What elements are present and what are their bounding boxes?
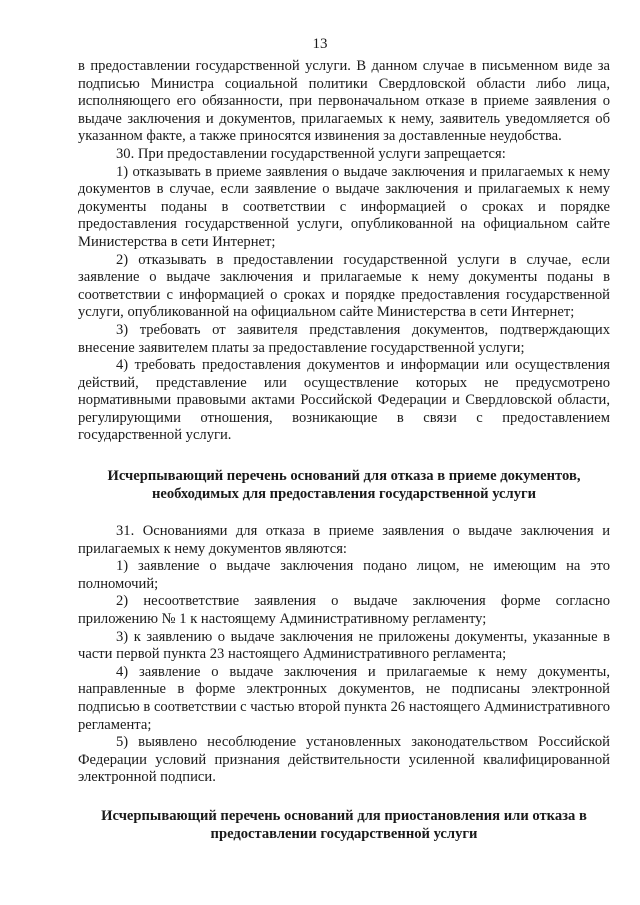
paragraph-31-2: 2) несоответствие заявления о выдаче заключения форме согласно приложению № 1 к настоящему Административному регламенту; xyxy=(78,593,610,628)
paragraph-30-3: 3) требовать от заявителя представления документов, подтверждающих внесение заявителем платы за предоставление государственной услуги; xyxy=(78,321,610,356)
section-heading-refusal-documents: Исчерпывающий перечень оснований для отказа в приеме документов, необходимых для предоставления государственной услуги xyxy=(107,468,581,503)
paragraph-30-2: 2) отказывать в предоставлении государственной услуги в случае, если заявление о выдаче заключения и прилагаемые к нему документы поданы в соответствии с информацией о сроках и порядке предоставления государственной услуги, опубликованной на официальном сайте Министерства в сети Интернет; xyxy=(78,251,610,321)
page-number: 13 xyxy=(312,36,328,52)
paragraph-30-4: 4) требовать предоставления документов и информации или осуществления действий, представление или осуществление которых не предусмотрено нормативными правовыми актами Российской Федерации и Свердловской области, регулирующими отношения, возникающие в связи с предоставлением государственной услуги. xyxy=(78,357,610,444)
paragraph-31-1: 1) заявление о выдаче заключения подано лицом, не имеющим на это полномочий; xyxy=(78,558,610,592)
paragraph-continuation: в предоставлении государственной услуги. В данном случае в письменном виде за подписью Министра социальной политики Свердловской области либо лица, исполняющего его обязанности, при первоначальном отказе в приеме заявления о выдаче заключения и документов, прилагаемых к нему, заявитель уведомляется об указанном факте, а также приносятся извинения за доставленные неудобства. xyxy=(78,58,610,145)
page-content xyxy=(78,58,610,843)
paragraph-30-1: 1) отказывать в приеме заявления о выдаче заключения и прилагаемых к нему документов в случае, если заявление о выдаче заключения и прилагаемых к нему документы поданы в соответствии с информацией о сроках и порядке предоставления государственной услуги, опубликованной на официальном сайте Министерства в сети Интернет; xyxy=(78,163,610,250)
paragraph-item-30: 30. При предоставлении государственной услуги запрещается: xyxy=(116,145,506,162)
section-heading-suspension: Исчерпывающий перечень оснований для приостановления или отказа в предоставлении государственной услуги xyxy=(101,807,587,842)
paragraph-31-5: 5) выявлено несоблюдение установленных законодательством Российской Федерации условий признания действительности усиленной квалифицированной электронной подписи. xyxy=(78,734,610,786)
paragraph-31-4: 4) заявление о выдаче заключения и прилагаемые к нему документы, направленные в форме электронных документов, не подписаны электронной подписью в соответствии с частью второй пункта 26 настоящего Административного регламента; xyxy=(78,663,610,733)
paragraph-item-31: 31. Основаниями для отказа в приеме заявления о выдаче заключения и прилагаемых к нему документов являются: xyxy=(78,523,610,557)
paragraph-31-3: 3) к заявлению о выдаче заключения не приложены документы, указанные в части первой пункта 23 настоящего Административного регламента; xyxy=(78,628,610,663)
